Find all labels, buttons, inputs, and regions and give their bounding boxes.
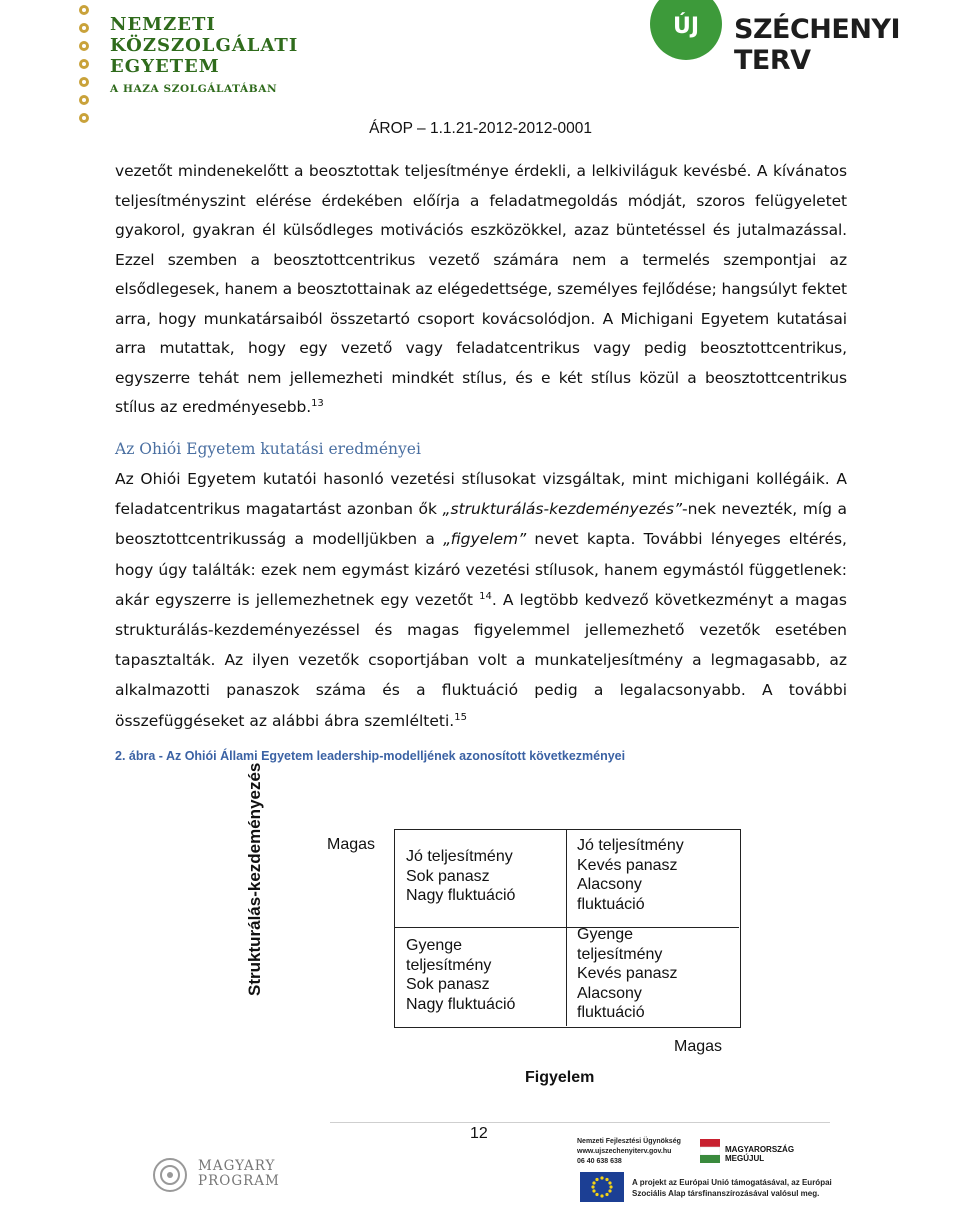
y-axis-high-label: Magas — [327, 836, 376, 853]
cell-text: Gyenge teljesítmény Sok panasz Nagy fluktuáció — [406, 937, 516, 1013]
eu-funding-note: A projekt az Európai Unió támogatásával, az Európai Szociális Alap társfinanszírozásával valósul meg. — [632, 1178, 832, 1198]
paragraph-text-b: -nek nevezték, míg a beosztottcentrikusság a modelljükben a — [115, 500, 847, 549]
magyary-emblem-icon — [150, 1157, 190, 1193]
szechenyi-badge-text: ÚJ — [672, 14, 700, 39]
paragraph-text: vezetőt mindenekelőtt a beosztottak teljesítménye érdekli, a lelkiviláguk kevésbé. A kívánatos teljesítményszint elérése érdekében előírja a feladatmegoldás módját, szoros felügyeletet gyakorol, gyakran él külsődleges motivációs eszközökkel, azaz büntetéssel és jutalmazással. Ezzel szemben a beosztottcentrikus vezető számára nem a termelés szempontjai az elsődlegesek, hanem a beosztottainak az elégedettsége, személyes fejlődése; hangsúlyt fektet arra, hogy munkatársaiból összetartó csoport kovácsolódjon. A Michigani Egyetem kutatásai arra mutattak, hogy egy vezető vagy feladatcentrikus vagy pedig beosztottcentrikus, egyszerre tehát nem jellemezheti mindkét stílus, és e két stílus közül a beosztottcentrikus stílus az eredményesebb. — [115, 162, 847, 416]
leadership-grid — [394, 829, 741, 1028]
term-structuring: „strukturálás-kezdeményezés” — [442, 500, 683, 519]
grid-cell-top-left — [395, 830, 567, 928]
cell-text: Gyenge teljesítmény Kevés panasz Alacsony fluktuáció — [577, 926, 678, 1021]
figure-caption: 2. ábra - Az Ohiói Állami Egyetem leadership-modelljének azonosított következményei — [115, 749, 626, 763]
vine-ornament-icon — [70, 0, 98, 130]
paragraph-text-d: . A legtöbb kedvező következményt a magas strukturálás-kezdeményezéssel és magas figyelemmel jellemezhető vezetők esetében tapasztalták. Az ilyen vezetők csoportjában volt a munkateljesítmény a legmagasabb, az alkalmazotti panaszok száma és a fluktuáció pedig a legalacsonyabb. A további összefüggéseket az alábbi ábra szemlélteti. — [115, 590, 847, 730]
page-number: 12 — [470, 1125, 488, 1142]
magyary-program-logo — [150, 1155, 290, 1195]
magyary-wordmark: MAGYARY PROGRAM — [198, 1158, 280, 1189]
project-code: ÁROP – 1.1.21-2012-2012-0001 — [369, 120, 592, 137]
grid-cell-top-right — [567, 830, 739, 928]
paragraph-ohio-study — [115, 464, 847, 736]
nfu-contact: Nemzeti Fejlesztési Ügynökség www.ujszechenyiterv.gov.hu 06 40 638 638 — [577, 1138, 681, 1165]
footnote-ref: 15 — [454, 711, 467, 723]
section-heading: Az Ohiói Egyetem kutatási eredményei — [115, 440, 421, 458]
hungarian-flag-icon — [700, 1139, 720, 1163]
paragraph-leadership-styles — [115, 157, 847, 423]
grid-cell-bottom-left — [395, 928, 567, 1026]
x-axis-label: Figyelem — [525, 1069, 595, 1086]
szechenyi-wordmark: SZÉCHENYI TERV — [734, 14, 901, 76]
magyarorszag-megujul-badge: MAGYARORSZÁG MEGÚJUL — [700, 1137, 825, 1165]
term-consideration: „figyelem” — [443, 530, 527, 549]
footer-divider — [330, 1122, 830, 1123]
cell-text: Jó teljesítmény Sok panasz Nagy fluktuáció — [406, 848, 516, 904]
x-axis-high-label: Magas — [674, 1038, 723, 1055]
nke-logo — [70, 0, 300, 130]
grid-cell-bottom-right — [567, 928, 739, 1026]
footnote-ref: 13 — [311, 397, 324, 409]
nke-wordmark: NEMZETI KÖZSZOLGÁLATI EGYETEM A HAZA SZOLGÁLATÁBAN — [110, 14, 299, 95]
cell-text: Jó teljesítmény Kevés panasz Alacsony fluktuáció — [577, 837, 684, 913]
y-axis-label: Strukturálás-kezdeményezés — [245, 762, 264, 996]
paragraph-text-a: Az Ohiói Egyetem kutatói hasonló vezetési stílusokat vizsgáltak, mint michigani kollégáik. A feladatcentrikus magatartást azonban ők — [115, 470, 847, 519]
footnote-ref: 14 — [479, 590, 492, 602]
szechenyi-terv-logo — [650, 0, 955, 76]
eu-flag-icon — [580, 1172, 624, 1202]
paragraph-text-c: nevet kapta. További lényeges eltérés, hogy úgy találták: ezek nem egymást kizáró vezetési stílusok, hanem egymástól függetlenek: akár egyszerre is jellemezhetnek egy vezetőt — [115, 530, 847, 609]
